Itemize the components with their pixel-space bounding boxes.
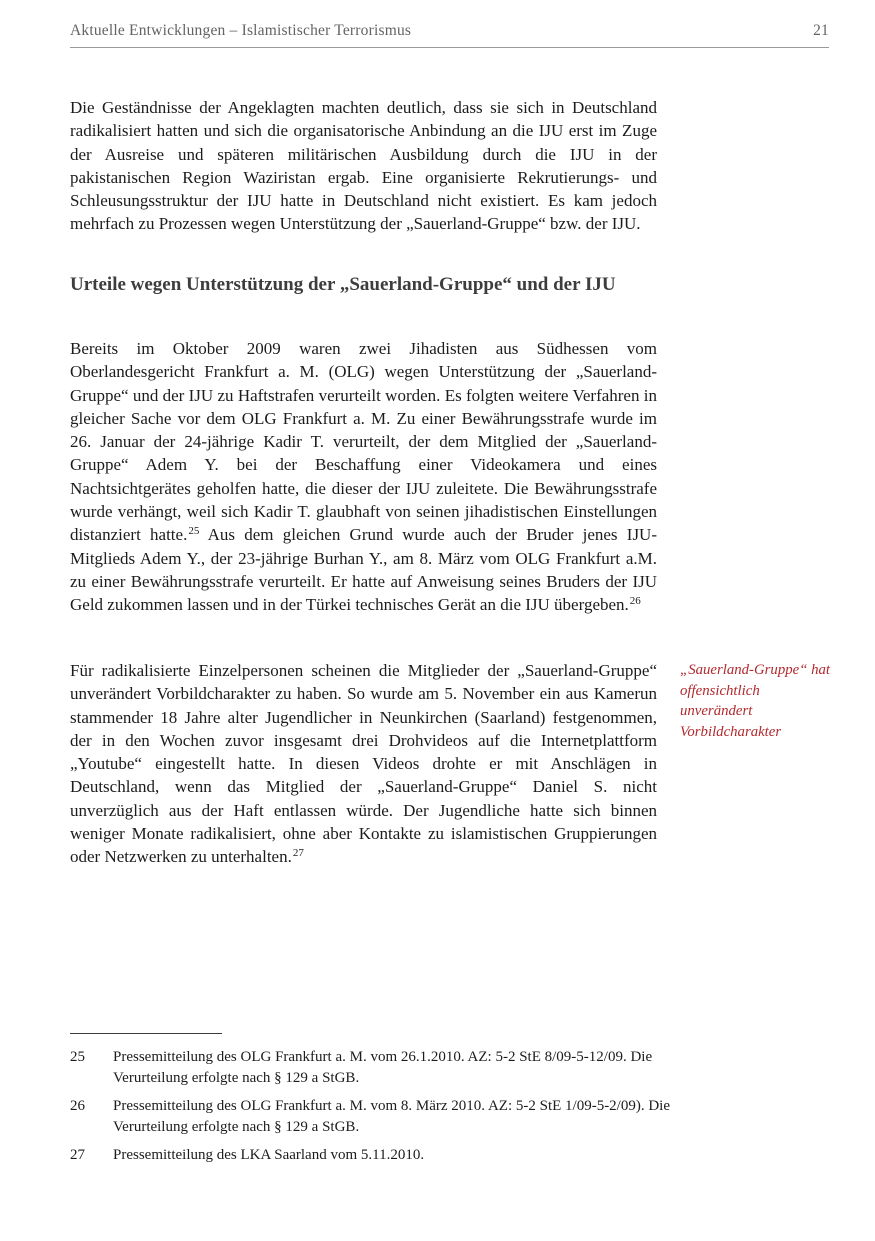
paragraph-radicalized-individuals-text: Für radikalisierte Einzelpersonen scheinen die Mitglieder der „Sauerland-Gruppe“ unverändert Vorbildcharakter zu haben. So wurde am 5. November ein aus Kamerun stammender 18 Jahre alter Jugendlicher in Neunkirchen (Saarland) festgenommen, der in den Wochen zuvor insgesamt drei Drohvideos auf die Internetplattform „Youtube“ eingestellt hatte. In diesen Videos drohte er mit Anschlägen in Deutschland, wenn das Mitglied der „Sauerland-Gruppe“ Daniel S. nicht unverzüglich aus der Haft entlassen würde. Der Jugendliche hatte sich binnen weniger Monate radikalisiert, ohne aber Kontakte zu islamistischen Gruppierungen oder Netzwerken zu unterhalten.: [70, 661, 657, 867]
paragraph-verdicts-text-a: Bereits im Oktober 2009 waren zwei Jihadisten aus Südhessen vom Oberlandesgericht Frankfurt a. M. (OLG) wegen Unterstützung der „Sauerland-Gruppe“ und der IJU zu Haftstrafen verurteilt worden. Es folgten weitere Verfahren in gleicher Sache vor dem OLG Frankfurt a. M. Zu einer Bewährungsstrafe wurde im 26. Januar der 24-jährige Kadir T. verurteilt, der dem Mitglied der „Sauerland-Gruppe“ Adem Y. bei der Beschaffung einer Videokamera und eines Nachtsichtgerätes geholfen hatte, die dieser der IJU zuleitete. Die Bewährungsstrafe wurde verhängt, weil sich Kadir T. glaubhaft von seinen jihadistischen Einstellungen distanziert hatte.: [70, 339, 657, 545]
margin-note: „Sauerland-Gruppe“ hat offensichtlich unverändert Vorbildcharakter: [680, 662, 831, 741]
footnote-27-text: Pressemitteilung des LKA Saarland vom 5.11.2010.: [113, 1147, 425, 1164]
section-heading: Urteile wegen Unterstützung der „Sauerland-Gruppe“ und der IJU: [70, 274, 616, 295]
paragraph-verdicts-text-b: Aus dem gleichen Grund wurde auch der Bruder jenes IJU-Mitglieds Adem Y., der 23-jährige Burhan Y., am 8. März vom OLG Frankfurt a.M. zu einer Bewährungsstrafe verurteilt. Er hatte auf Anweisung seines Bruders der IJU Geld zukommen lassen und in der Türkei technisches Gerät an die IJU übergeben.: [70, 525, 657, 615]
footnote-26-text: Pressemitteilung des OLG Frankfurt a. M. vom 8. März 2010. AZ: 5-2 StE 1/09-5-2/09). Die Verurteilung erfolgte nach § 129 a StGB.: [113, 1098, 671, 1136]
footnote-25-text: Pressemitteilung des OLG Frankfurt a. M. vom 26.1.2010. AZ: 5-2 StE 8/09-5-12/09. Die Verurteilung erfolgte nach § 129 a StGB.: [113, 1049, 653, 1087]
footnote-26-number: 26: [70, 1098, 85, 1115]
page-number: 21: [813, 22, 829, 39]
running-header: [70, 22, 829, 48]
footnote-ref-26: 26: [629, 595, 641, 608]
footnote-27: [70, 1145, 670, 1166]
footnote-26: [70, 1096, 670, 1139]
footnote-25: [70, 1047, 670, 1090]
paragraph-introduction: Die Geständnisse der Angeklagten machten deutlich, dass sie sich in Deutschland radikalisiert hatten und sich die organisatorische Anbindung an die IJU erst im Zuge der Ausreise und späteren militärischen Ausbildung durch die IJU in der pakistanischen Region Waziristan ergab. Eine organisierte Rekrutierungs- und Schleusungsstruktur der IJU hatte in Deutschland nicht existiert. Es kam jedoch mehrfach zu Prozessen wegen Unterstützung der „Sauerland-Gruppe“ bzw. der IJU.: [70, 98, 657, 234]
footnotes-section: [70, 1033, 670, 1173]
running-header-title: Aktuelle Entwicklungen – Islamistischer Terrorismus: [70, 22, 412, 39]
footnote-separator-rule: [70, 1033, 222, 1034]
footnote-ref-27: 27: [292, 847, 304, 860]
paragraph-verdicts: [70, 337, 657, 617]
paragraph-radicalized-individuals: [70, 659, 657, 869]
footnote-ref-25: 25: [188, 525, 200, 538]
footnote-25-number: 25: [70, 1049, 85, 1065]
footnote-27-number: 27: [70, 1147, 85, 1164]
